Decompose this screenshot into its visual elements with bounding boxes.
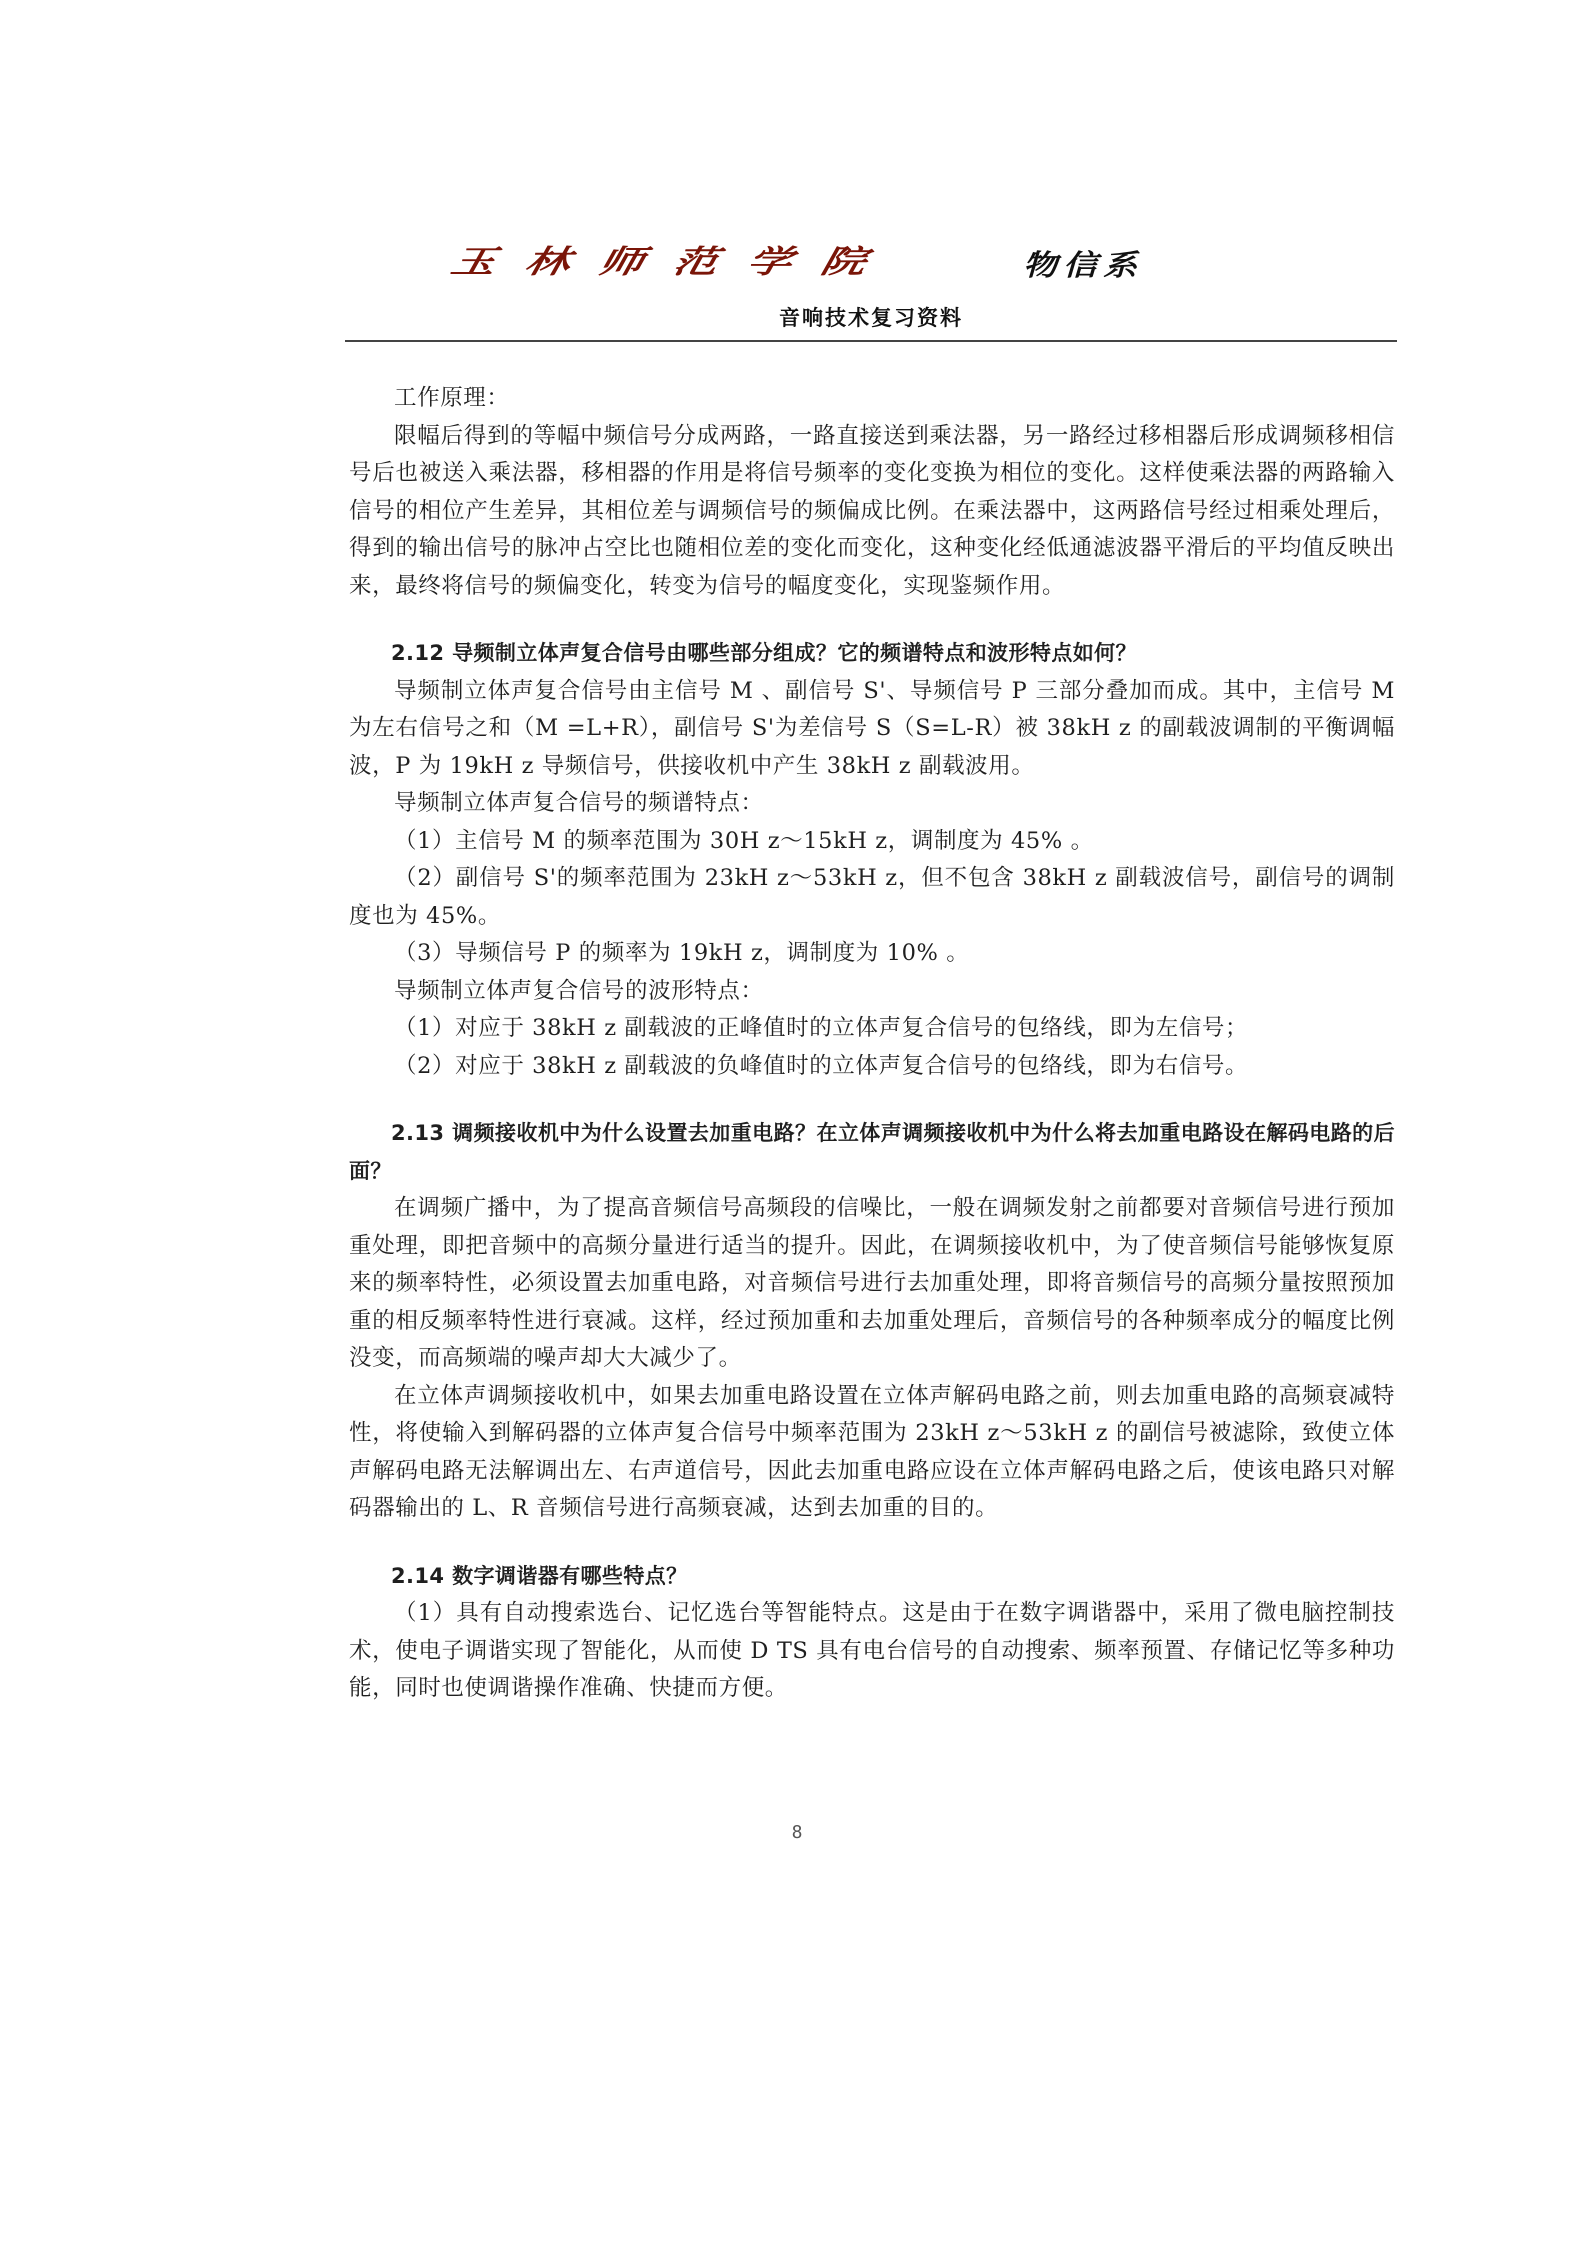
section-heading-2-12: 2.12 导频制立体声复合信号由哪些部分组成？它的频谱特点和波形特点如何？	[391, 641, 1137, 665]
paragraph: 导频制立体声复合信号的波形特点：	[394, 977, 764, 1004]
paragraph: 在立体声调频接收机中，如果去加重电路设置在立体声解码电路之前，则去加重电路的高频衰减特性，将使输入到解码器的立体声复合信号中频率范围为 23kH z～53kH z 的副信号被滤除，致使立体声解码电路无法解调出左、右声道信号，因此去加重电路应设在立体声解码电路之后，使该电路只对解码器输出的 L、R 音频信号进行高频衰减，达到去加重的目的。	[349, 1382, 1395, 1521]
list-item: （2）副信号 S'的频率范围为 23kH z～53kH z，但不包含 38kH z 副载波信号，副信号的调制度也为 45%。	[349, 865, 1395, 929]
list-item: （1）主信号 M 的频率范围为 30H z～15kH z，调制度为 45% 。	[394, 827, 1094, 854]
header-divider	[345, 340, 1397, 342]
list-item: （3）导频信号 P 的频率为 19kH z，调制度为 10% 。	[394, 940, 970, 966]
document-subtitle: 音响技术复习资料	[779, 306, 963, 330]
document-body	[349, 380, 1395, 1708]
paragraph: 导频制立体声复合信号的频谱特点：	[394, 790, 764, 816]
institution-logo: 玉林师范学院	[447, 243, 900, 281]
paragraph: （1）具有自动搜索选台、记忆选台等智能特点。这是由于在数字调谐器中，采用了微电脑控制技术，使电子调谐实现了智能化，从而使 D TS 具有电台信号的自动搜索、频率预置、存储记忆等多种功能，同时也使调谐操作准确、快捷而方便。	[349, 1600, 1395, 1701]
paragraph: 在调频广播中，为了提高音频信号高频段的信噪比，一般在调频发射之前都要对音频信号进行预加重处理，即把音频中的高频分量进行适当的提升。因此，在调频接收机中，为了使音频信号能够恢复原来的频率特性，必须设置去加重电路，对音频信号进行去加重处理，即将音频信号的高频分量按照预加重的相反频率特性进行衰减。这样，经过预加重和去加重处理后，音频信号的各种频率成分的幅度比例没变，而高频端的噪声却大大减少了。	[349, 1195, 1395, 1371]
header-logo-row	[345, 228, 1397, 288]
paragraph: 限幅后得到的等幅中频信号分成两路，一路直接送到乘法器，另一路经过移相器后形成调频移相信号后也被送入乘法器，移相器的作用是将信号频率的变化变换为相位的变化。这样使乘法器的两路输入信号的相位产生差异，其相位差与调频信号的频偏成比例。在乘法器中，这两路信号经过相乘处理后，得到的输出信号的脉冲占空比也随相位差的变化而变化，这种变化经低通滤波器平滑后的平均值反映出来，最终将信号的频偏变化，转变为信号的幅度变化，实现鉴频作用。	[349, 422, 1395, 599]
paragraph: 导频制立体声复合信号由主信号 M 、副信号 S'、导频信号 P 三部分叠加而成。其中，主信号 M 为左右信号之和（M =L+R），副信号 S'为差信号 S（S=L-R）被 38kH z 的副载波调制的平衡调幅波，P 为 19kH z 导频信号，供接收机中产生 38kH z 副载波用。	[349, 677, 1395, 779]
department-name: 物信系	[1023, 248, 1143, 283]
list-item: （2）对应于 38kH z 副载波的负峰值时的立体声复合信号的包络线，即为右信号。	[394, 1052, 1249, 1079]
list-item: （1）对应于 38kH z 副载波的正峰值时的立体声复合信号的包络线，即为左信号；	[394, 1015, 1249, 1041]
paragraph: 工作原理：	[394, 385, 510, 411]
page-header	[345, 228, 1397, 342]
page-number: 8	[791, 1822, 803, 1843]
section-heading-2-13: 2.13 调频接收机中为什么设置去加重电路？在立体声调频接收机中为什么将去加重电路设在解码电路的后面？	[349, 1121, 1395, 1183]
section-heading-2-14: 2.14 数字调谐器有哪些特点？	[391, 1563, 688, 1588]
